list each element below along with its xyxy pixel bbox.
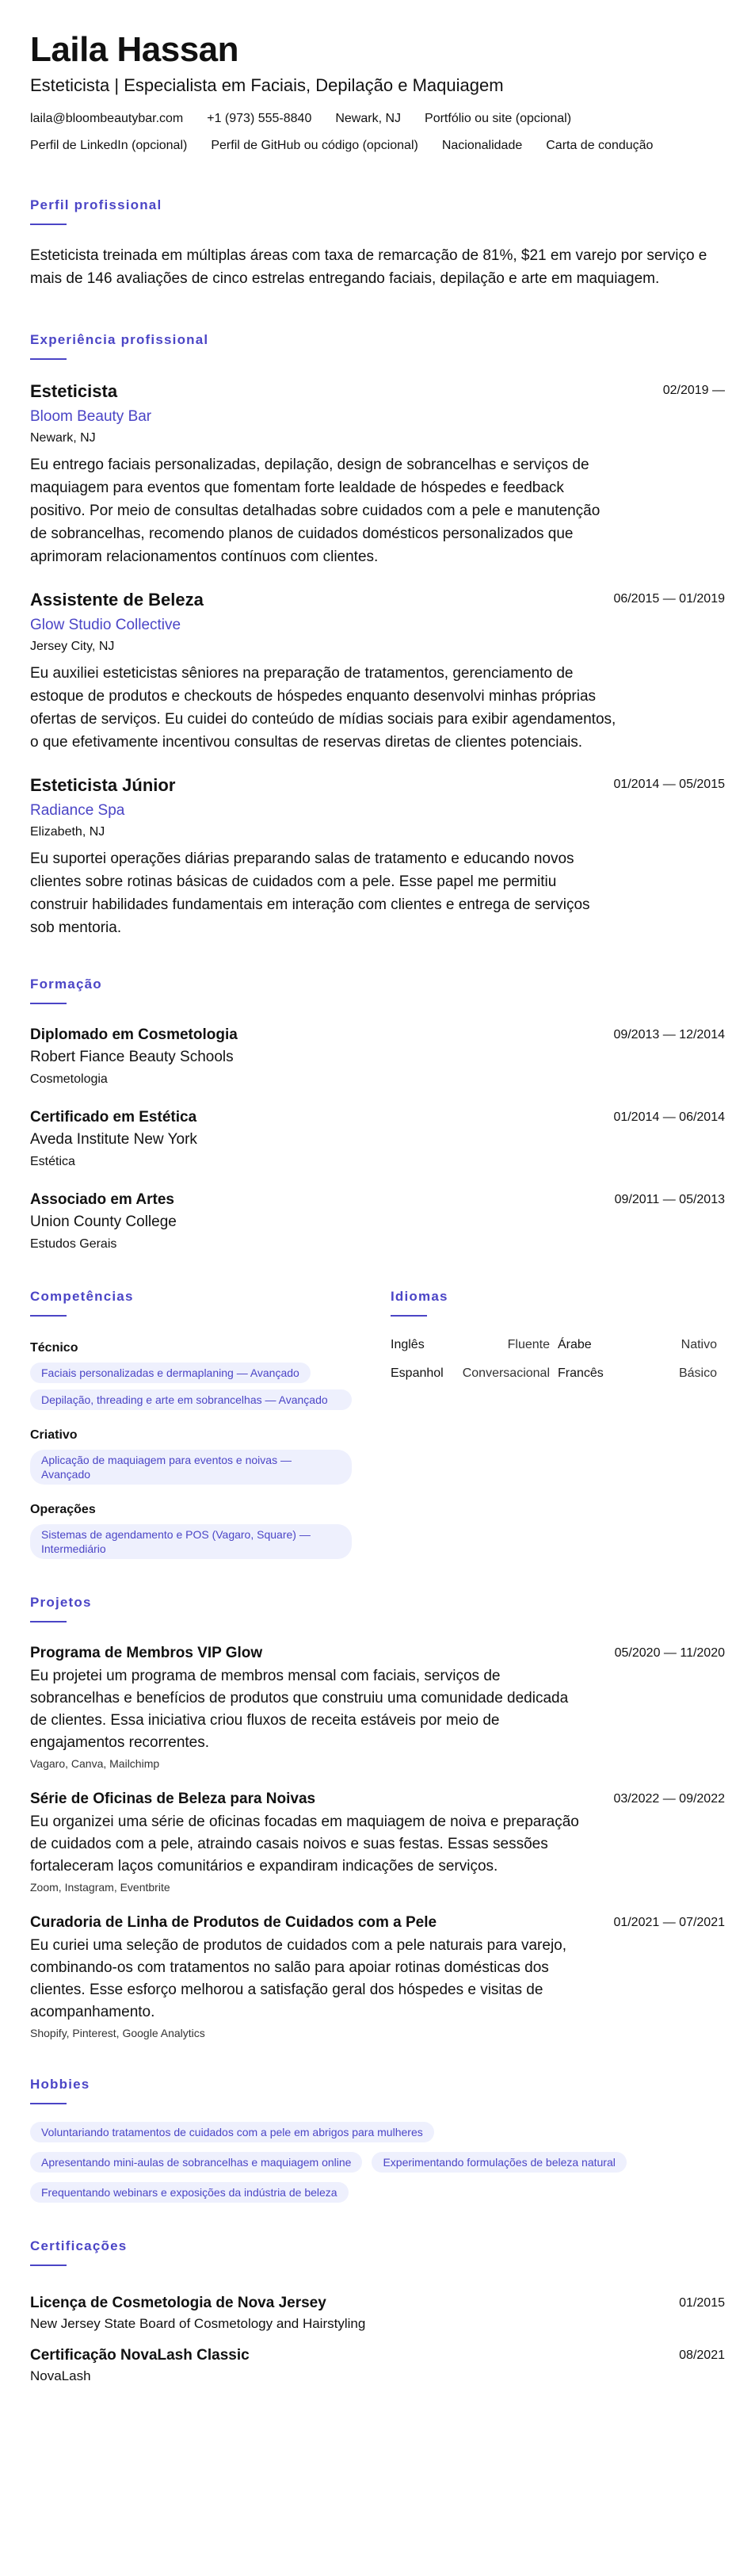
skill-tag: Depilação, threading e arte em sobrancelhas — Avançado <box>30 1389 352 1410</box>
skills-languages-row <box>30 1288 725 1559</box>
hobby-tags <box>30 2122 725 2203</box>
project-dates: 03/2022 — 09/2022 <box>613 1792 725 1806</box>
job-description: Eu suportei operações diárias preparando salas de tratamento e educando novos clientes sobre rotinas básicas de cuidados com a pele. Esse papel me permitiu construir habilidades fundamentais em interação com clientes e entrega de serviços sob mentoria. <box>30 850 590 936</box>
section-divider <box>30 2265 67 2266</box>
section-title: Projetos <box>30 1595 92 1610</box>
certification-entry <box>30 2345 725 2385</box>
profile-summary: Esteticista treinada em múltiplas áreas com taxa de remarcação de 81%, $21 em varejo por serviço e mais de 146 avaliações de cinco estrelas entregando faciais, depilação e arte em maquiagem. <box>30 247 707 287</box>
certification-name: Certificação NovaLash Classic <box>30 2347 250 2364</box>
job-entry <box>30 774 725 939</box>
section-title: Competências <box>30 1289 134 1304</box>
education-school: Union County College <box>30 1213 177 1230</box>
hobby-tag: Frequentando webinars e exposições da indústria de beleza <box>30 2182 349 2203</box>
section-divider <box>30 1621 67 1622</box>
project-title: Série de Oficinas de Beleza para Noivas <box>30 1791 316 1807</box>
skill-tags <box>30 1450 379 1485</box>
project-description: Eu projetei um programa de membros mensal com faciais, serviços de sobrancelhas e benefícios de produtos que construiu uma comunidade dedicada de clientes. Essa iniciativa criou fluxos de receita estáveis por meio de engajamentos recorrentes. <box>30 1668 569 1751</box>
job-title: Assistente de Beleza <box>30 590 204 610</box>
skills-section <box>30 1288 379 1559</box>
education-entry <box>30 1107 725 1171</box>
education-degree: Certificado em Estética <box>30 1109 197 1126</box>
section-title: Hobbies <box>30 2077 90 2092</box>
skill-group <box>30 1502 379 1559</box>
language-name: Espanhol <box>391 1366 444 1380</box>
languages-section <box>391 1288 725 1559</box>
language-list <box>391 1337 725 1382</box>
project-title: Programa de Membros VIP Glow <box>30 1645 263 1661</box>
language-level: Conversacional <box>462 1366 550 1380</box>
section-title: Formação <box>30 977 102 992</box>
contact-location: Newark, NJ <box>335 112 402 125</box>
contact-phone[interactable]: +1 (973) 555-8840 <box>207 112 312 125</box>
project-entry <box>30 1913 725 2041</box>
project-title: Curadoria de Linha de Produtos de Cuidados com a Pele <box>30 1914 437 1931</box>
job-location: Elizabeth, NJ <box>30 825 105 839</box>
project-entry <box>30 1789 725 1895</box>
section-title: Perfil profissional <box>30 197 162 212</box>
section-divider <box>30 224 67 225</box>
job-entry <box>30 380 725 568</box>
language-item <box>558 1337 725 1353</box>
certification-date: 08/2021 <box>679 2349 725 2362</box>
language-name: Inglês <box>391 1338 425 1351</box>
skill-tags <box>30 1524 379 1559</box>
hobby-tag: Voluntariando tratamentos de cuidados com a pele em abrigos para mulheres <box>30 2122 434 2142</box>
job-dates: 01/2014 — 05/2015 <box>613 778 725 791</box>
education-entry <box>30 1190 725 1253</box>
job-dates: 06/2015 — 01/2019 <box>613 592 725 606</box>
skill-tag: Faciais personalizadas e dermaplaning — Avançado <box>30 1363 311 1383</box>
language-item <box>391 1337 558 1353</box>
project-dates: 01/2021 — 07/2021 <box>613 1916 725 1929</box>
education-field: Estética <box>30 1155 75 1168</box>
project-entry <box>30 1643 725 1771</box>
language-item <box>558 1366 725 1382</box>
education-school: Aveda Institute New York <box>30 1131 197 1148</box>
language-item <box>391 1366 558 1382</box>
contact-github[interactable]: Perfil de GitHub ou código (opcional) <box>211 139 418 152</box>
language-level: Fluente <box>507 1338 550 1351</box>
contact-portfolio[interactable]: Portfólio ou site (opcional) <box>425 112 572 125</box>
contact-email[interactable]: laila@bloombeautybar.com <box>30 112 184 125</box>
project-description: Eu curiei uma seleção de produtos de cuidados com a pele naturais para varejo, combinando-os com tratamentos no salão para apoiar rotinas domésticas dos clientes. Esse esforço melhorou a satisfação geral dos hóspedes e visitas de acompanhamento. <box>30 1937 567 2020</box>
section-divider <box>30 1003 67 1004</box>
section-title: Certificações <box>30 2238 128 2253</box>
skill-tag: Aplicação de maquiagem para eventos e noivas — Avançado <box>30 1450 352 1485</box>
certification-date: 01/2015 <box>679 2296 725 2310</box>
contact-nationality: Nacionalidade <box>441 139 523 152</box>
education-dates: 09/2011 — 05/2013 <box>614 1193 725 1206</box>
education-field: Cosmetologia <box>30 1072 108 1086</box>
section-divider <box>30 1315 67 1317</box>
section-divider <box>30 2103 67 2104</box>
project-tools: Vagaro, Canva, Mailchimp <box>30 1757 160 1770</box>
section-title: Experiência profissional <box>30 332 209 347</box>
skill-group-title: Técnico <box>30 1341 78 1355</box>
job-description: Eu auxiliei esteticistas sêniores na preparação de tratamentos, gerenciamento de estoque de produtos e checkouts de hóspedes enquanto desenvolvi minhas próprias ofertas de serviços. Eu cuidei do conteúdo de mídias sociais para exibir agendamentos, o que efetivamente incentivou consultas de reservas diretas de clientes potenciais. <box>30 665 616 751</box>
job-company: Bloom Beauty Bar <box>30 408 152 425</box>
project-tools: Zoom, Instagram, Eventbrite <box>30 1881 170 1894</box>
education-field: Estudos Gerais <box>30 1237 117 1251</box>
education-section <box>30 976 725 1253</box>
candidate-name: Laila Hassan <box>30 30 239 69</box>
section-divider <box>30 358 67 360</box>
job-company: Radiance Spa <box>30 802 125 819</box>
certification-issuer: New Jersey State Board of Cosmetology and Hairstyling <box>30 2316 366 2331</box>
education-school: Robert Fiance Beauty Schools <box>30 1049 234 1065</box>
contact-driving-license: Carta de condução <box>546 139 654 152</box>
job-title: Esteticista <box>30 381 118 401</box>
education-entry <box>30 1025 725 1088</box>
hobby-tag: Apresentando mini-aulas de sobrancelhas e maquiagem online <box>30 2152 362 2173</box>
job-location: Newark, NJ <box>30 431 96 445</box>
headline: Esteticista | Especialista em Faciais, Depilação e Maquiagem <box>30 75 504 95</box>
projects-section <box>30 1594 725 2041</box>
job-entry <box>30 589 725 754</box>
job-description: Eu entrego faciais personalizadas, depilação, design de sobrancelhas e serviços de maquiagem para eventos que fomentam forte lealdade de hóspedes e feedback positivo. Por meio de consultas detalhadas sobre cuidados com a pele e manutenção de sobrancelhas, recomendo planos de cuidados domésticos personalizados que aprimoram relacionamentos contínuos com clientes. <box>30 457 601 565</box>
skill-group-title: Operações <box>30 1503 96 1516</box>
hobbies-section <box>30 2076 725 2203</box>
contact-list <box>30 111 727 154</box>
section-title: Idiomas <box>391 1289 448 1304</box>
project-tools: Shopify, Pinterest, Google Analytics <box>30 2027 205 2039</box>
job-dates: 02/2019 — <box>662 384 725 397</box>
certification-issuer: NovaLash <box>30 2368 91 2383</box>
experience-section <box>30 331 725 939</box>
language-name: Francês <box>558 1366 604 1380</box>
certifications-section <box>30 2238 725 2385</box>
skill-group <box>30 1340 379 1410</box>
language-name: Árabe <box>558 1338 592 1351</box>
job-title: Esteticista Júnior <box>30 775 176 795</box>
language-level: Nativo <box>681 1338 717 1351</box>
skill-group-title: Criativo <box>30 1428 78 1442</box>
certification-entry <box>30 2293 725 2333</box>
contact-linkedin[interactable]: Perfil de LinkedIn (opcional) <box>30 139 188 152</box>
skill-tag: Sistemas de agendamento e POS (Vagaro, Square) — Intermediário <box>30 1524 352 1559</box>
education-dates: 09/2013 — 12/2014 <box>613 1028 725 1041</box>
skill-group <box>30 1428 379 1485</box>
project-dates: 05/2020 — 11/2020 <box>614 1646 725 1660</box>
education-degree: Diplomado em Cosmetologia <box>30 1026 238 1043</box>
project-description: Eu organizei uma série de oficinas focadas em maquiagem de noiva e preparação de cuidados com a pele, atraindo casais noivos e suas festas. Essas sessões fortaleceram laços comunitários e expandiram indicações de serviços. <box>30 1814 579 1875</box>
profile-section <box>30 197 725 290</box>
certification-name: Licença de Cosmetologia de Nova Jersey <box>30 2295 326 2311</box>
skill-tags <box>30 1363 379 1410</box>
job-location: Jersey City, NJ <box>30 640 115 653</box>
education-degree: Associado em Artes <box>30 1191 174 1208</box>
education-dates: 01/2014 — 06/2014 <box>613 1110 725 1124</box>
job-company: Glow Studio Collective <box>30 617 181 633</box>
section-divider <box>391 1315 427 1317</box>
language-level: Básico <box>678 1366 717 1380</box>
hobby-tag: Experimentando formulações de beleza natural <box>372 2152 626 2173</box>
